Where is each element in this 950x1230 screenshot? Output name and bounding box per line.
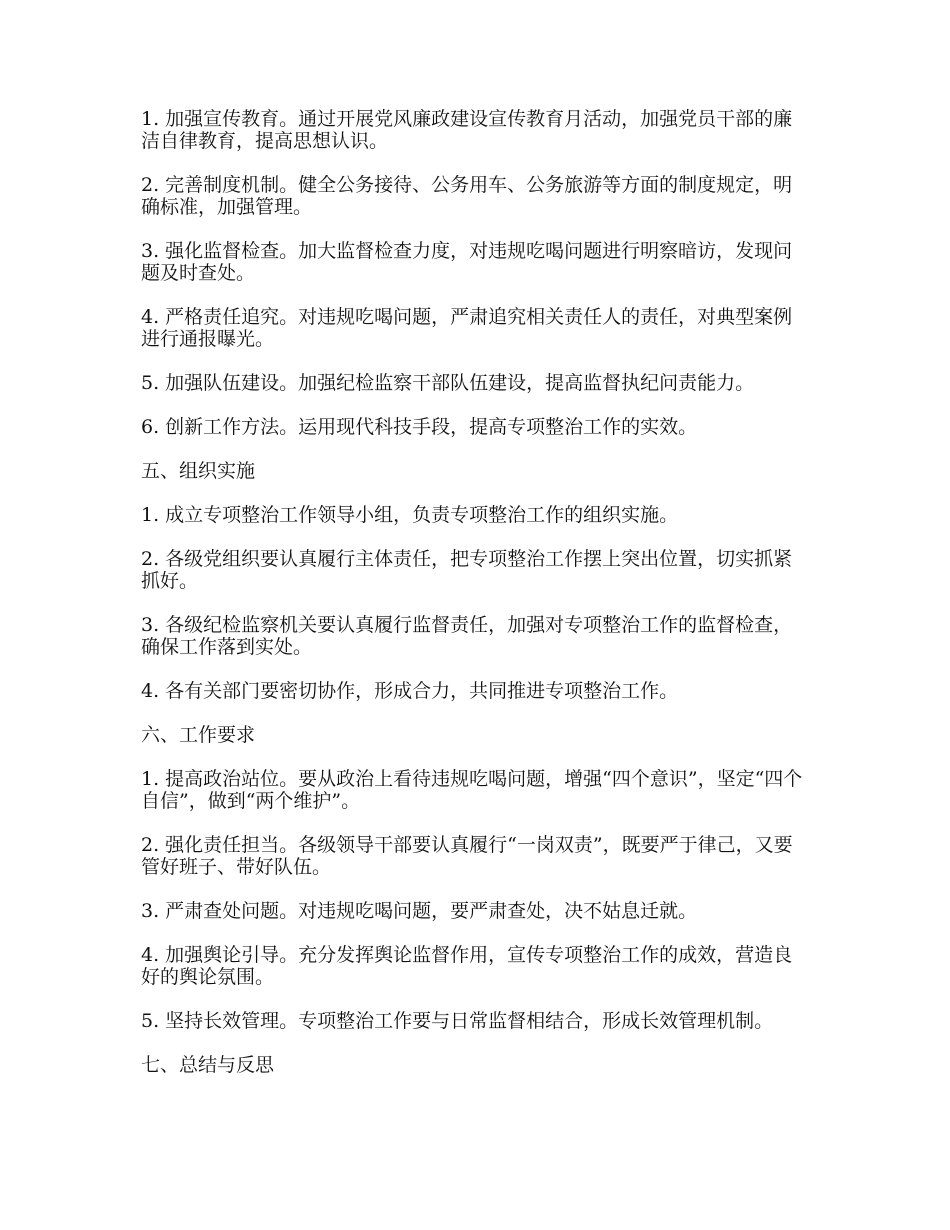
- paragraph-public-opinion: 4. 加强舆论引导。充分发挥舆论监督作用，宣传专项整治工作的成效，营造良好的舆论氛围。: [141, 944, 793, 988]
- paragraph-improve-system: 2. 完善制度机制。健全公务接待、公务用车、公务旅游等方面的制度规定，明确标准，加强管理。: [141, 174, 793, 218]
- document-body: [141, 108, 809, 1076]
- paragraph-leading-group: 1. 成立专项整治工作领导小组，负责专项整治工作的组织实施。: [141, 504, 679, 526]
- paragraph-department-cooperation: 4. 各有关部门要密切协作，形成合力，共同推进专项整治工作。: [141, 680, 679, 702]
- section-heading-summary: 七、总结与反思: [141, 1054, 275, 1076]
- paragraph-political-stance: 1. 提高政治站位。要从政治上看待违规吃喝问题，增强“四个意识”，坚定“四个自信”，做到“两个维护”。: [141, 768, 803, 812]
- section-heading-organization: 五、组织实施: [141, 460, 256, 482]
- paragraph-publicity-education: 1. 加强宣传教育。通过开展党风廉政建设宣传教育月活动，加强党员干部的廉洁自律教育，提高思想认识。: [141, 108, 793, 152]
- paragraph-responsibility: 2. 强化责任担当。各级领导干部要认真履行“一岗双责”，既要严于律己，又要管好班子、带好队伍。: [141, 834, 793, 878]
- paragraph-long-term-management: 5. 坚持长效管理。专项整治工作要与日常监督相结合，形成长效管理机制。: [141, 1010, 774, 1032]
- paragraph-team-building: 5. 加强队伍建设。加强纪检监察干部队伍建设，提高监督执纪问责能力。: [141, 372, 755, 394]
- paragraph-party-responsibility: 2. 各级党组织要认真履行主体责任，把专项整治工作摆上突出位置，切实抓紧抓好。: [141, 548, 793, 592]
- section-heading-requirements: 六、工作要求: [141, 724, 256, 746]
- paragraph-supervision-inspection: 3. 强化监督检查。加大监督检查力度，对违规吃喝问题进行明察暗访，发现问题及时查处。: [141, 240, 793, 284]
- paragraph-discipline-supervision: 3. 各级纪检监察机关要认真履行监督责任，加强对专项整治工作的监督检查，确保工作落到实处。: [141, 614, 793, 658]
- paragraph-accountability: 4. 严格责任追究。对违规吃喝问题，严肃追究相关责任人的责任，对典型案例进行通报曝光。: [141, 306, 793, 350]
- paragraph-investigate-problems: 3. 严肃查处问题。对违规吃喝问题，要严肃查处，决不姑息迁就。: [141, 900, 698, 922]
- paragraph-innovative-methods: 6. 创新工作方法。运用现代科技手段，提高专项整治工作的实效。: [141, 416, 698, 438]
